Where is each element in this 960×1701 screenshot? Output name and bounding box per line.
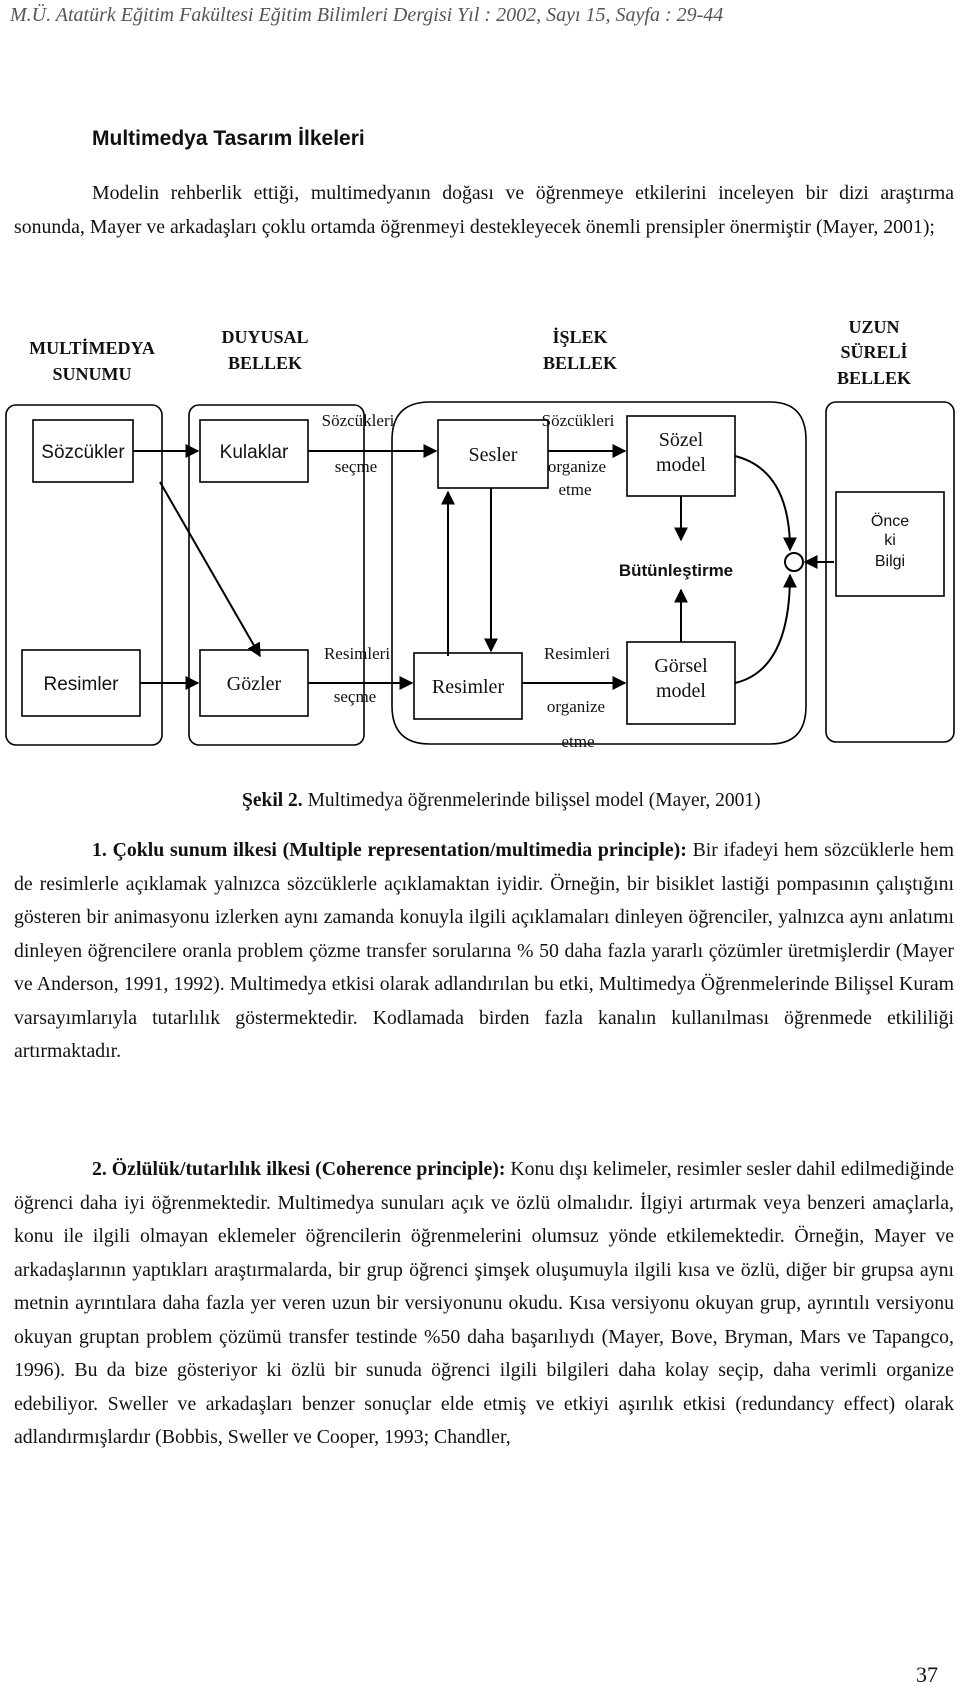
eyes-label: Gözler xyxy=(226,673,282,695)
principle-1-paragraph xyxy=(14,834,954,1069)
verbal-model-label-2: model xyxy=(656,454,706,476)
header-longterm-2: SÜRELİ xyxy=(840,342,908,362)
journal-header: M.Ü. Atatürk Eğitim Fakültesi Eğitim Bilimleri Dergisi Yıl : 2002, Sayı 15, Sayfa : 29-44 xyxy=(10,4,724,26)
select-images-label-1: Resimleri xyxy=(323,644,391,663)
prior-label-3: Bilgi xyxy=(874,553,906,570)
header-multimedia-1: MULTİMEDYA xyxy=(29,338,155,358)
integration-label: Bütünleştirme xyxy=(618,561,734,580)
intro-text: Modelin rehberlik ettiği, multimedyanın doğası ve öğrenmeye etkilerini inceleyen bir dizi araştırma sonunda, Mayer ve arkadaşları çoklu ortamda öğrenmeyi destekleyecek önemli prensipler önermiştir (Mayer, 2001); xyxy=(14,182,954,238)
organize-words-label-2: organize xyxy=(547,457,607,476)
select-images-label-2: seçme xyxy=(333,687,377,706)
principle-2-number: 2. xyxy=(92,1158,112,1180)
principle-2-paragraph xyxy=(14,1153,954,1455)
figure-caption xyxy=(242,790,761,812)
header-sensory-1: DUYUSAL xyxy=(221,327,309,347)
principle-1-number: 1. xyxy=(92,839,113,861)
pictorial-model-label-1: Görsel xyxy=(654,655,708,677)
page-number: 37 xyxy=(916,1662,938,1687)
ears-label: Kulaklar xyxy=(219,442,289,463)
longterm-region xyxy=(826,402,954,742)
integration-node xyxy=(785,553,803,571)
select-words-label-1: Sözcükleri xyxy=(321,411,395,430)
organize-images-label-2: organize xyxy=(546,697,606,716)
images-label: Resimler xyxy=(431,676,505,698)
organize-images-label-3: etme xyxy=(561,732,595,751)
section-title: Multimedya Tasarım İlkeleri xyxy=(92,127,365,150)
header-working-1: İŞLEK xyxy=(552,327,608,347)
arrow-words-to-eyes xyxy=(160,482,260,656)
header-multimedia-2: SUNUMU xyxy=(52,364,132,384)
header-longterm-1: UZUN xyxy=(848,317,900,337)
verbal-model-label-1: Sözel xyxy=(658,429,704,451)
principle-2-text: Konu dışı kelimeler, resimler sesler dahil edilmediğinde öğrenci daha iyi öğrenmektedir. Multimedya sunuları açık ve özlü olmalıdır. İlgiyi artırmak veya benzeri amaçlarla, konu ile ilgili olmayan eklemeler öğrencilerin öğrenmelerini olumsuz yönde etkilemektedir. Örneğin, Mayer ve arkadaşlarının yaptıkları araştırmalarda, bir grup öğrenci şimşek oluşumuyla ilgili kısa ve özlü, diğer bir grupsa aynı metnin ayrıntılara daha fazla yer veren uzun bir versiyonunu okudu. Kısa versiyonu okuyan grup, ayrıntılı versiyonu okuyan gruptan problem çözümü transfer testinde %50 daha başarılıydı (Mayer, Bove, Bryman, Mars ve Tapangco, 1996). Bu da bize gösteriyor ki özlü bir sunuda öğrenci ilgili bilgileri daha kolay seçip, daha verimli organize edebiliyor. Sweller ve arkadaşları benzer sonuçlar elde etmiş ve etkiyi aşırılık etkisi (redundancy effect) olarak adlandırmışlardır (Bobbis, Sweller ve Cooper, 1993; Chandler, xyxy=(14,1158,955,1448)
header-working-2: BELLEK xyxy=(542,353,618,373)
caption-text: Multimedya öğrenmelerinde bilişsel model (Mayer, 2001) xyxy=(302,790,761,811)
words-label: Sözcükler xyxy=(41,442,125,463)
principle-1-title: Çoklu sunum ilkesi (Multiple representation/multimedia principle): xyxy=(112,839,687,861)
prior-label-2: ki xyxy=(884,532,896,549)
pictures-label: Resimler xyxy=(43,674,119,695)
intro-paragraph xyxy=(14,176,954,244)
principle-2-title: Özlülük/tutarlılık ilkesi (Coherence principle): xyxy=(111,1158,506,1180)
header-sensory-2: BELLEK xyxy=(227,353,303,373)
select-words-label-2: seçme xyxy=(334,457,378,476)
prior-label-1: Önce xyxy=(870,513,910,530)
organize-images-label-1: Resimleri xyxy=(543,644,611,663)
pictorial-model-label-2: model xyxy=(656,680,706,702)
caption-label: Şekil 2. xyxy=(242,790,303,811)
curve-verbal-integration xyxy=(735,456,790,550)
cognitive-model-diagram xyxy=(0,300,960,760)
principle-1-text: Bir ifadeyi hem sözcüklerle hem de resimlerle açıklamak yalnızca sözcüklerle açıklamaktan iyidir. Örneğin, bir bisiklet lastiği pompasının çalıştığını gösteren bir animasyonu izlerken aynı zamanda konuyla ilgili açıklamaları dinleyen öğrenciler, yalnızca aynı anlatımı dinleyen öğrencilere oranla problem çözme transfer sorularına % 50 daha fazla yararlı çözümler üretmişlerdir (Mayer ve Anderson, 1991, 1992). Multimedya etkisi olarak adlandırılan bu etki, Multimedya Öğrenmelerinde Bilişsel Kuram varsayımlarıyla tutarlılık göstermektedir. Kodlamada birden fazla kanalın kullanılması öğrenmede etkililiği artırmaktadır. xyxy=(14,839,954,1062)
organize-words-label-1: Sözcükleri xyxy=(541,411,615,430)
organize-words-label-3: etme xyxy=(558,480,592,499)
curve-pictorial-integration xyxy=(735,575,790,683)
sounds-label: Sesler xyxy=(468,444,518,466)
header-longterm-3: BELLEK xyxy=(836,368,912,388)
